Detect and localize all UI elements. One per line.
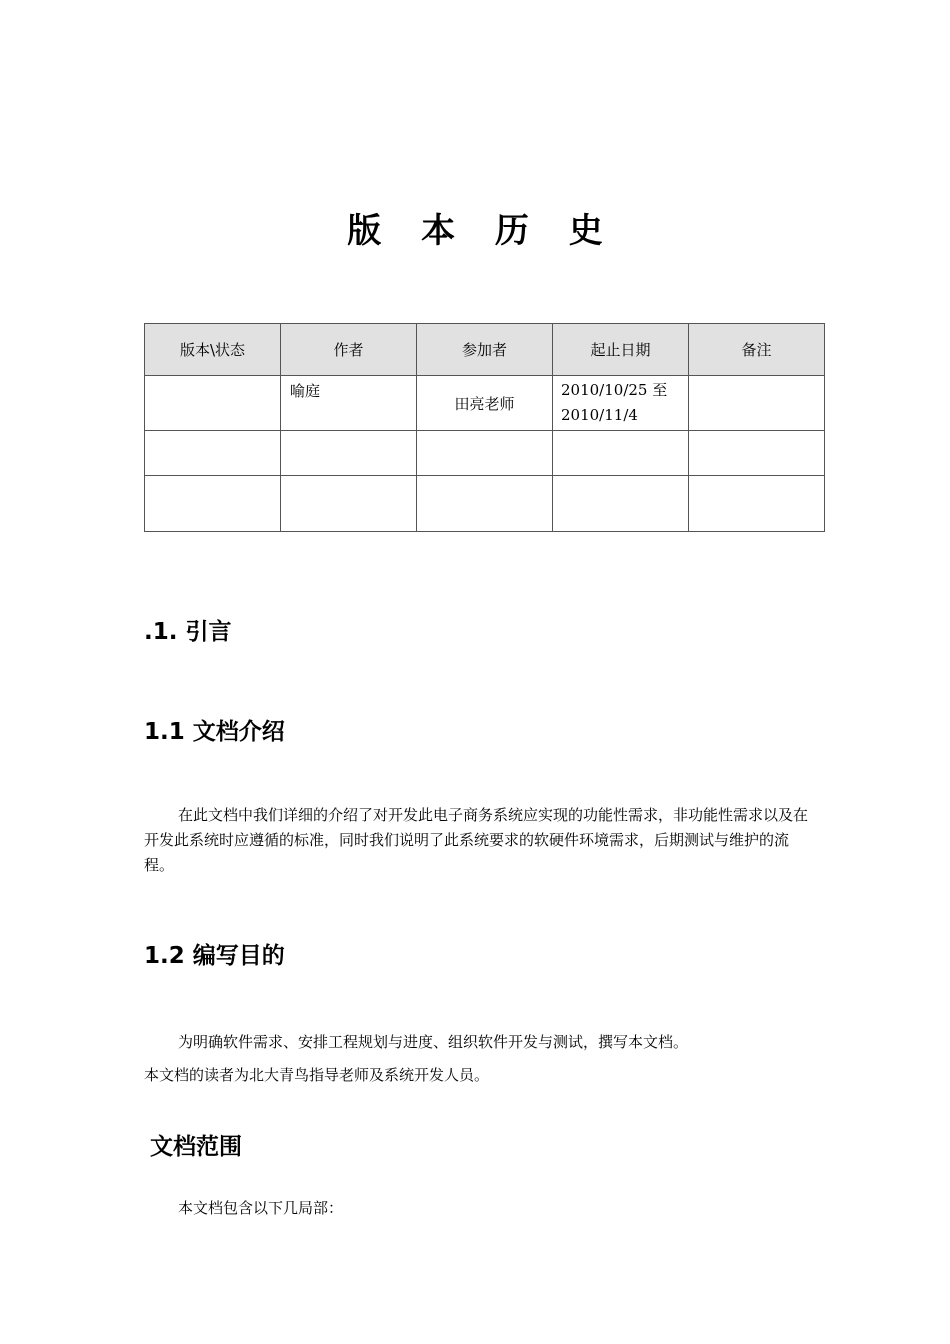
version-history-table (144, 323, 825, 532)
heading-document-intro: 1.1 文档介绍 (144, 719, 285, 745)
cell-participant: 田亮老师 (417, 376, 553, 431)
cell-author: 喻庭 (281, 376, 417, 431)
header-date-range: 起止日期 (553, 324, 689, 376)
paragraph-scope: 本文档包含以下几局部： (178, 1199, 344, 1217)
header-version-status: 版本\状态 (145, 324, 281, 376)
cell-notes (689, 376, 825, 431)
header-participant: 参加者 (417, 324, 553, 376)
header-author: 作者 (281, 324, 417, 376)
heading-introduction: .1. 引言 (144, 619, 232, 645)
table-row (145, 376, 825, 431)
header-notes: 备注 (689, 324, 825, 376)
cell-date-range (553, 376, 689, 431)
date-end: 2010/11/4 (561, 406, 638, 424)
heading-scope: 文档范围 (150, 1134, 242, 1160)
table-row (145, 431, 825, 476)
paragraph-purpose-line2: 本文档的读者为北大青鸟指导老师及系统开发人员。 (144, 1066, 490, 1084)
cell-version (145, 376, 281, 431)
paragraph-document-intro: 在此文档中我们详细的介绍了对开发此电子商务系统应实现的功能性需求，非功能性需求以及在开发此系统时应遵循的标准，同时我们说明了此系统要求的软硬件环境需求，后期测试与维护的流程。 (144, 806, 809, 874)
paragraph-purpose-line1: 为明确软件需求、安排工程规划与进度、组织软件开发与测试，撰写本文档。 (178, 1033, 689, 1051)
table-header-row (145, 324, 825, 376)
date-start: 2010/10/25 至 (561, 381, 668, 399)
table-row (145, 476, 825, 532)
heading-purpose: 1.2 编写目的 (144, 943, 285, 969)
page-title: 版 本 历 史 (347, 211, 617, 251)
